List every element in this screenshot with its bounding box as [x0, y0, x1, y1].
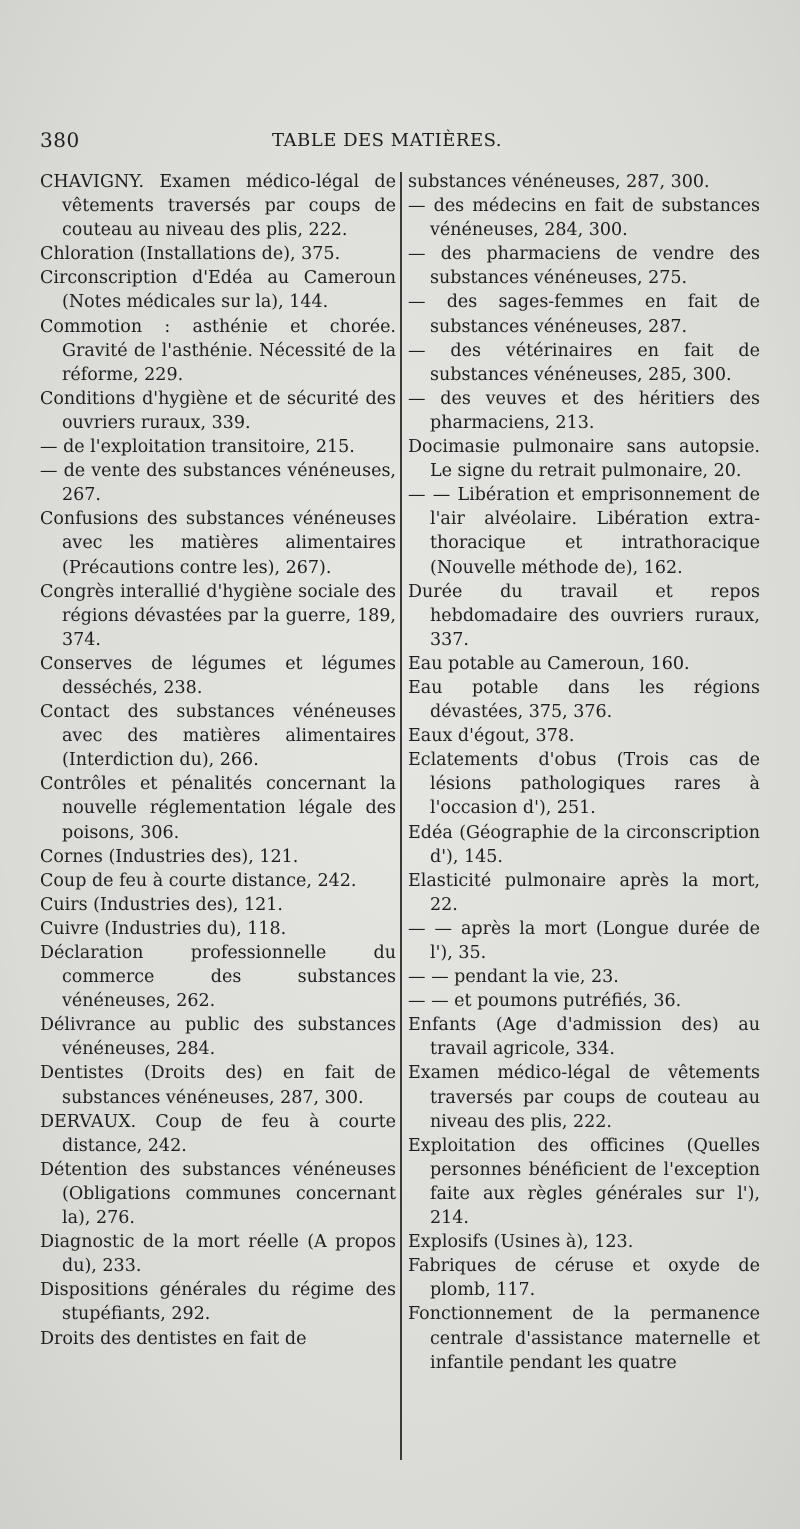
column-divider — [400, 172, 402, 1460]
index-entry: Congrès interallié d'hygiène sociale des régions dévastées par la guerre, 189, 374. — [40, 581, 396, 650]
index-entry: Coup de feu à courte distance, 242. — [40, 870, 357, 891]
index-entry: Eau potable dans les régions dévastées, 375, 376. — [408, 677, 760, 723]
index-entry: Contrôles et pénalités concernant la nouvelle réglementation légale des poisons, 306. — [40, 774, 396, 843]
index-entry: Eclatements d'obus (Trois cas de lésions pathologiques rares à l'occasion d'), 251. — [408, 750, 760, 819]
index-entry: Déclaration professionnelle du commerce des substances vénéneuses, 262. — [40, 943, 396, 1012]
index-entry: Conditions d'hygiène et de sécurité des ouvriers ruraux, 339. — [40, 388, 396, 433]
index-entry: Enfants (Age d'admission des) au travail agricole, 334. — [408, 1015, 760, 1060]
index-entry: Détention des substances vénéneuses (Obligations communes concernant la), 276. — [40, 1159, 396, 1229]
index-entry: Durée du travail et repos hebdomadaire des ouvriers ruraux, 337. — [408, 581, 760, 650]
index-entry: Fabriques de céruse et oxyde de plomb, 117. — [408, 1256, 760, 1301]
index-entry: Circonscription d'Edéa au Cameroun (Notes médicales sur la), 144. — [40, 268, 396, 313]
index-entry: Edéa (Géographie de la circonscription d'), 145. — [408, 822, 760, 867]
index-entry: Eau potable au Cameroun, 160. — [408, 653, 690, 674]
index-entry: Cuivre (Industries du), 118. — [40, 918, 287, 939]
index-column-right — [408, 170, 760, 1375]
index-entry: Cuirs (Industries des), 121. — [40, 894, 283, 915]
index-entry: Dispositions générales du régime des stupéfiants, 292. — [40, 1280, 396, 1325]
index-entry: — des vétérinaires en fait de substances vénéneuses, 285, 300. — [408, 340, 760, 385]
index-entry: Elasticité pulmonaire après la mort, 22. — [408, 870, 760, 915]
index-entry: — des pharmaciens de vendre des substances vénéneuses, 275. — [408, 244, 760, 289]
index-entry: Docimasie pulmonaire sans autopsie. Le signe du retrait pulmonaire, 20. — [408, 437, 760, 482]
index-entry: Explosifs (Usines à), 123. — [408, 1232, 634, 1253]
index-entry: Droits des dentistes en fait de — [40, 1328, 307, 1349]
index-entry: Eaux d'égout, 378. — [408, 726, 575, 747]
index-entry: — de l'exploitation transitoire, 215. — [40, 437, 355, 458]
page-header — [38, 128, 778, 158]
index-entry: — — pendant la vie, 23. — [408, 967, 619, 988]
index-entry: Examen médico-légal de vêtements traversés par coups de couteau au niveau des plis, 222. — [408, 1063, 760, 1132]
index-entry: Fonctionnement de la permanence centrale d'assistance maternelle et infantile pendant les quatre — [408, 1304, 760, 1373]
index-entry: — — après la mort (Longue durée de l'), 35. — [408, 918, 760, 963]
index-entry: CHAVIGNY. Examen médico-légal de vêtements traversés par coups de couteau au niveau des plis, 222. — [40, 172, 396, 241]
index-entry: Cornes (Industries des), 121. — [40, 846, 299, 867]
index-column-left — [40, 170, 396, 1351]
running-title: TABLE DES MATIÈRES. — [272, 130, 502, 151]
index-entry: Chloration (Installations de), 375. — [40, 244, 341, 265]
index-entry: Confusions des substances vénéneuses avec les matières alimentaires (Précautions contre les), 267). — [40, 509, 396, 578]
index-entry: Commotion : asthénie et chorée. Gravité de l'asthénie. Nécessité de la réforme, 229. — [40, 316, 396, 385]
index-entry: substances vénéneuses, 287, 300. — [408, 172, 710, 192]
index-entry: — de vente des substances vénéneuses, 267. — [40, 461, 396, 506]
index-entry: Dentistes (Droits des) en fait de substances vénéneuses, 287, 300. — [40, 1063, 396, 1108]
index-entry: Contact des substances vénéneuses avec des matières alimentaires (Interdiction du), 266. — [40, 702, 396, 771]
index-entry: — — Libération et emprisonnement de l'air alvéolaire. Libération extra-thoracique et intrathoracique (Nouvelle méthode de), 162. — [408, 485, 760, 578]
index-entry: Conserves de légumes et légumes desséchés, 238. — [40, 653, 396, 698]
index-entry: DERVAUX. Coup de feu à courte distance, 242. — [40, 1111, 396, 1156]
index-entry: Délivrance au public des substances vénéneuses, 284. — [40, 1015, 396, 1060]
index-entry: — des sages-femmes en fait de substances vénéneuses, 287. — [408, 292, 760, 337]
index-entry: Exploitation des officines (Quelles personnes bénéficient de l'exception faite aux règles générales sur l'), 214. — [408, 1135, 760, 1229]
index-entry: — — et poumons putréfiés, 36. — [408, 991, 682, 1012]
index-entry: — des veuves et des héritiers des pharmaciens, 213. — [408, 388, 760, 433]
page-number: 380 — [40, 128, 80, 152]
index-entry: Diagnostic de la mort réelle (A propos du), 233. — [40, 1232, 396, 1277]
index-entry: — des médecins en fait de substances vénéneuses, 284, 300. — [408, 196, 760, 241]
